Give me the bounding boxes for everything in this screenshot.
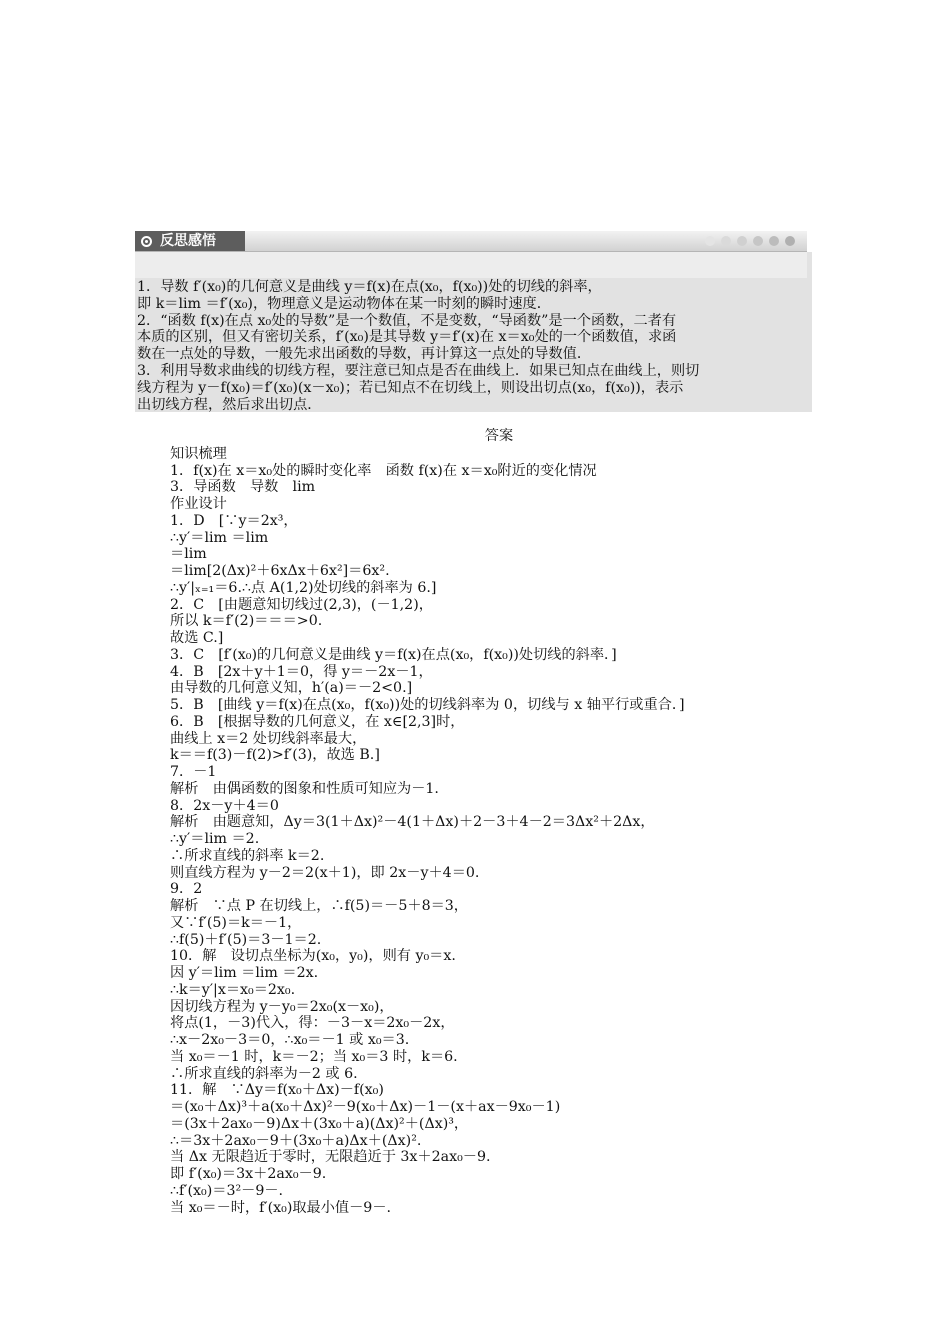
section-tag (135, 231, 245, 251)
answer-line: ＝(3x＋2ax₀－9)Δx＋(3x₀＋a)(Δx)²＋(Δx)³， (170, 1115, 469, 1132)
answers-title: 答案 (484, 428, 514, 444)
dot-icon (785, 236, 795, 246)
answer-line: 则直线方程为 y－2＝2(x＋1)，即 2x－y＋4＝0. (170, 864, 480, 881)
answer-line: 10．解 设切点坐标为(x₀，y₀)，则有 y₀＝x. (170, 948, 456, 965)
reflection-line: 2．“函数 f(x)在点 x₀处的导数”是一个数值，不是变数，“导函数”是一个函数，二者有 (137, 312, 677, 329)
answer-line: 7．－1 (170, 764, 217, 780)
answers-body (170, 446, 810, 1217)
answer-line: 故选 C.] (170, 630, 224, 646)
answer-line: 5．B [曲线 y＝f(x)在点(x₀，f(x₀))处的切线斜率为 0，切线与 x 轴平行或重合．] (170, 697, 685, 713)
reflection-line: 1．导数 f′(x₀)的几何意义是曲线 y＝f(x)在点(x₀，f(x₀))处的切线的斜率， (137, 279, 602, 295)
reflection-text (137, 279, 812, 413)
dot-icon (753, 236, 763, 246)
answer-line: ∴x－2x₀－3＝0，∴x₀＝－1 或 x₀＝3. (170, 1032, 410, 1048)
answer-line: 1．f(x)在 x＝x₀处的瞬时变化率 函数 f(x)在 x＝x₀附近的变化情况 (170, 462, 597, 479)
section-title: 反思感悟 (160, 233, 216, 249)
reflection-line: 出切线方程，然后求出切点． (137, 396, 322, 413)
answer-line: 4．B [2x＋y＋1＝0，得 y＝－2x－1， (170, 663, 433, 680)
dot-icon (737, 236, 747, 246)
answer-line: ∴f(5)＋f′(5)＝3－1＝2. (170, 931, 322, 948)
answer-line: 所以 k＝f′(2)＝＝＝>0. (170, 613, 323, 630)
answer-line: 8．2x－y＋4＝0 (170, 797, 279, 814)
target-circle-icon (141, 236, 152, 247)
answer-line: ＝(x₀＋Δx)³＋a(x₀＋Δx)²－9(x₀＋Δx)－1－(x＋ax－9x₀－1) (170, 1099, 561, 1115)
answer-line: 当 x₀＝－时，f′(x₀)取最小值－9－. (170, 1199, 392, 1216)
answer-line: k＝＝f(3)－f(2)>f′(3)，故选 B.] (170, 747, 380, 764)
answer-line: 由导数的几何意义知，h′(a)＝－2<0.] (170, 680, 413, 697)
answer-line: 解析 由题意知，Δy＝3(1＋Δx)²－4(1＋Δx)＋2－3＋4－2＝3Δx²＋2Δx， (170, 814, 655, 831)
answer-line: 6．B [根据导数的几何意义，在 x∈[2,3]时， (170, 713, 465, 730)
reflection-box-header-strip (135, 252, 807, 278)
answer-line: ＝lim (170, 546, 207, 563)
answer-line: ∴y′＝lim ＝lim (170, 529, 269, 546)
answer-line: 3．导函数 导数 lim (170, 479, 316, 496)
answer-line: ∴所求直线的斜率为－2 或 6. (170, 1065, 358, 1082)
decorative-dots (705, 236, 795, 246)
section-banner (135, 231, 807, 253)
answer-line: 作业设计 (170, 496, 227, 512)
reflection-line: 本质的区别，但又有密切关系，f′(x₀)是其导数 y＝f′(x)在 x＝x₀处的一个函数值，求函 (137, 329, 677, 346)
answer-line: 解析 ∵点 P 在切线上，∴f(5)＝－5＋8＝3， (170, 898, 468, 914)
answer-line: 因 y′＝lim ＝lim ＝2x. (170, 965, 319, 981)
answer-line: 9．2 (170, 881, 203, 898)
answer-line: 1．D [∵y＝2x³， (170, 512, 298, 529)
reflection-line: 即 k＝lim ＝f′(x₀)，物理意义是运动物体在某一时刻的瞬时速度． (137, 295, 551, 312)
answer-line: 曲线上 x＝2 处切线斜率最大， (170, 730, 367, 747)
answer-line: ∴＝3x＋2ax₀－9＋(3x₀＋a)Δx＋(Δx)². (170, 1132, 422, 1149)
answer-line: 知识梳理 (170, 445, 227, 462)
dot-icon (705, 236, 715, 246)
answer-line: 又∵f′(5)＝k＝－1， (170, 914, 302, 931)
answer-line: 当 x₀＝－1 时，k＝－2；当 x₀＝3 时，k＝6. (170, 1048, 458, 1065)
answers-section (170, 428, 810, 1216)
answer-line: ∴k＝y′|x＝x₀＝2x₀. (170, 981, 296, 998)
answer-line: 2．C [由题意知切线过(2,3)，(－1,2)， (170, 596, 433, 613)
reflection-line: 线方程为 y－f(x₀)＝f′(x₀)(x－x₀)；若已知点不在切线上，则设出切点(x₀，f(x₀))，表示 (137, 379, 684, 396)
answer-line: ＝lim[2(Δx)²＋6xΔx＋6x²]＝6x². (170, 563, 390, 579)
answer-line: ∴y′＝lim ＝2. (170, 831, 260, 847)
answer-line: ∴f′(x₀)＝3²－9－. (170, 1182, 284, 1199)
answer-line: 将点(1，－3)代入，得：－3－x＝2x₀－2x， (170, 1015, 455, 1032)
dot-icon (769, 236, 779, 246)
answer-line: 因切线方程为 y－y₀＝2x₀(x－x₀)， (170, 998, 394, 1015)
reflection-line: 数在一点处的导数，一般先求出函数的导数，再计算这一点处的导数值． (137, 346, 592, 363)
answer-line: ∴y′|ₓ₌₁＝6.∴点 A(1,2)处切线的斜率为 6.] (170, 579, 437, 596)
answer-line: 11．解 ∵Δy＝f(x₀＋Δx)－f(x₀) (170, 1082, 384, 1099)
dot-icon (721, 236, 731, 246)
answer-line: 3．C [f′(x₀)的几何意义是曲线 y＝f(x)在点(x₀，f(x₀))处切线的斜率．] (170, 646, 617, 663)
answer-line: 解析 由偶函数的图象和性质可知应为－1. (170, 780, 439, 797)
answer-line: 即 f′(x₀)＝3x＋2ax₀－9. (170, 1166, 327, 1182)
reflection-line: 3．利用导数求曲线的切线方程，要注意已知点是否在曲线上．如果已知点在曲线上，则切 (137, 362, 700, 379)
answer-line: 当 Δx 无限趋近于零时，无限趋近于 3x＋2ax₀－9. (170, 1149, 491, 1166)
answer-line: ∴所求直线的斜率 k＝2. (170, 847, 325, 864)
